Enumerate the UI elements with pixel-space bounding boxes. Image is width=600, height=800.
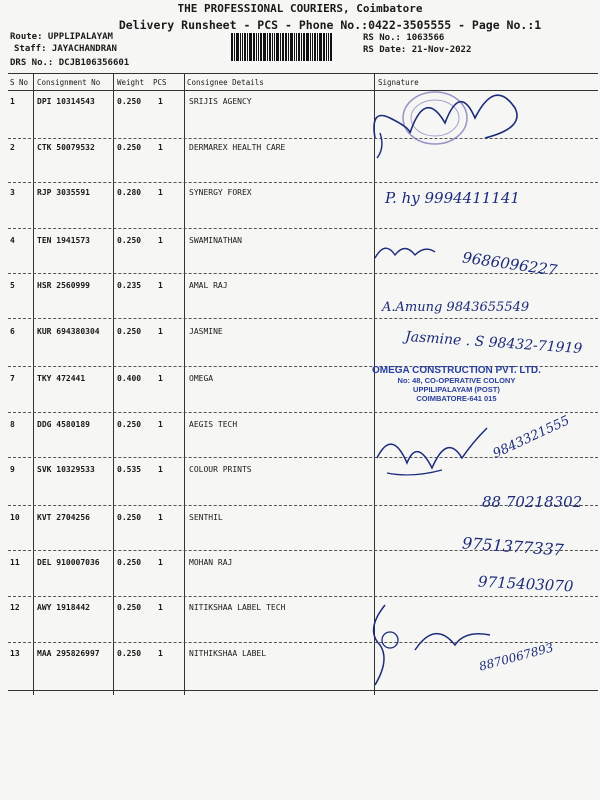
row-consignee: NITIKSHAA LABEL TECH <box>189 603 286 612</box>
row-consignment: TEN 1941573 <box>37 236 90 245</box>
row-pcs: 1 <box>158 558 163 567</box>
signature-row-9: 88 70218302 <box>482 493 583 511</box>
signature-row-8: 9843321555 <box>490 413 573 462</box>
row-pcs: 1 <box>158 374 163 383</box>
row-weight: 0.250 <box>117 420 142 429</box>
row-pcs: 1 <box>158 513 163 522</box>
row-weight: 0.535 <box>117 465 142 474</box>
signature-scribble-row-7-8 <box>372 418 492 488</box>
column-divider <box>113 73 114 695</box>
row-sno: 6 <box>10 327 15 336</box>
signature-scribble-row-4 <box>365 230 465 270</box>
row-consignee: SYNERGY FOREX <box>189 188 252 197</box>
stamp-line-3: UPPILIPALAYAM (POST) <box>413 385 500 394</box>
row-divider <box>8 457 598 458</box>
stamp-line-1: OMEGA CONSTRUCTION PVT. LTD. <box>372 365 541 376</box>
rs-number: RS No.: 1063566 <box>363 33 445 43</box>
row-consignment: CTK 50079532 <box>37 143 95 152</box>
column-divider <box>184 73 185 695</box>
row-pcs: 1 <box>158 143 163 152</box>
row-pcs: 1 <box>158 465 163 474</box>
row-pcs: 1 <box>158 236 163 245</box>
row-weight: 0.250 <box>117 236 142 245</box>
row-weight: 0.235 <box>117 281 142 290</box>
row-divider <box>8 228 598 229</box>
row-weight: 0.400 <box>117 374 142 383</box>
col-consignment-header: Consignment No <box>37 78 101 87</box>
signature-row-10: 9751377337 <box>461 533 565 560</box>
row-consignment: DEL 910007036 <box>37 558 100 567</box>
signature-scribble-row-12-13 <box>365 600 505 690</box>
col-pcs-header: PCS <box>153 78 167 87</box>
company-stamp <box>372 365 541 403</box>
row-sno: 7 <box>10 374 15 383</box>
row-divider <box>8 318 598 319</box>
row-weight: 0.250 <box>117 603 142 612</box>
row-sno: 12 <box>10 603 20 612</box>
row-consignee: DERMAREX HEALTH CARE <box>189 143 286 152</box>
row-consignee: MOHAN RAJ <box>189 558 233 567</box>
row-sno: 9 <box>10 465 15 474</box>
col-consignee-header: Consignee Details <box>187 78 264 87</box>
row-consignment: SVK 10329533 <box>37 465 95 474</box>
row-sno: 3 <box>10 188 15 197</box>
row-pcs: 1 <box>158 327 163 336</box>
signature-row-3: P. hy 9994411141 <box>385 189 520 207</box>
row-consignee: COLOUR PRINTS <box>189 465 252 474</box>
table-top-border <box>8 73 598 74</box>
row-consignment: KUR 694380304 <box>37 327 100 336</box>
row-consignment: RJP 3035591 <box>37 188 90 197</box>
row-consignee: NITHIKSHAA LABEL <box>189 649 267 658</box>
route-label: Route: UPPLIPALAYAM <box>10 32 113 42</box>
col-weight-header: Weight <box>117 78 145 87</box>
row-consignment: KVT 2704256 <box>37 513 90 522</box>
rs-date: RS Date: 21-Nov-2022 <box>363 45 472 55</box>
row-consignee: AMAL RAJ <box>189 281 228 290</box>
row-pcs: 1 <box>158 281 163 290</box>
row-divider <box>8 412 598 413</box>
row-consignment: AWY 1918442 <box>37 603 90 612</box>
row-sno: 2 <box>10 143 15 152</box>
signature-row-6: Jasmine . S 98432-71919 <box>404 328 583 358</box>
row-sno: 11 <box>10 558 20 567</box>
row-consignment: DPI 10314543 <box>37 97 95 106</box>
signature-row-5: A.Amung 9843655549 <box>382 300 530 315</box>
row-sno: 1 <box>10 97 15 106</box>
signature-row-13: 8870067893 <box>477 640 555 674</box>
row-weight: 0.250 <box>117 97 142 106</box>
signature-row-4: 9686096227 <box>461 248 559 280</box>
row-sno: 5 <box>10 281 15 290</box>
runsheet-subtitle: Delivery Runsheet - PCS - Phone No.:0422-3505555 - Page No.:1 <box>118 18 542 32</box>
signature-row-11: 9715403070 <box>477 572 574 596</box>
row-pcs: 1 <box>158 603 163 612</box>
page-title: THE PROFESSIONAL COURIERS, Coimbatore <box>177 2 423 15</box>
drs-number: DRS No.: DCJB106356601 <box>10 58 130 68</box>
row-divider <box>8 642 598 643</box>
row-weight: 0.250 <box>117 143 142 152</box>
row-consignee: JASMINE <box>189 327 223 336</box>
row-weight: 0.280 <box>117 188 142 197</box>
table-bottom-border <box>8 690 598 691</box>
row-sno: 10 <box>10 513 20 522</box>
row-pcs: 1 <box>158 97 163 106</box>
row-pcs: 1 <box>158 188 163 197</box>
row-pcs: 1 <box>158 649 163 658</box>
row-consignee: SENTHIL <box>189 513 223 522</box>
barcode-icon <box>231 33 356 61</box>
row-consignment: MAA 295826997 <box>37 649 100 658</box>
row-divider <box>8 182 598 183</box>
row-sno: 4 <box>10 236 15 245</box>
row-consignment: DDG 4580189 <box>37 420 90 429</box>
row-consignment: TKY 472441 <box>37 374 86 383</box>
row-consignee: OMEGA <box>189 374 214 383</box>
row-divider <box>8 596 598 597</box>
column-divider <box>33 73 34 695</box>
col-signature-header: Signature <box>378 78 419 87</box>
row-weight: 0.250 <box>117 558 142 567</box>
stamp-line-4: COIMBATORE-641 015 <box>416 394 497 403</box>
row-consignee: SRIJIS AGENCY <box>189 97 252 106</box>
row-weight: 0.250 <box>117 513 142 522</box>
row-consignment: HSR 2560999 <box>37 281 90 290</box>
col-sno-header: S No <box>10 78 29 87</box>
stamp-line-2: No: 48, CO-OPERATIVE COLONY <box>397 376 516 385</box>
row-consignee: AEGIS TECH <box>189 420 238 429</box>
row-pcs: 1 <box>158 420 163 429</box>
row-consignee: SWAMINATHAN <box>189 236 242 245</box>
row-weight: 0.250 <box>117 649 142 658</box>
row-sno: 13 <box>10 649 20 658</box>
signature-scribble-row-1-2 <box>365 78 545 163</box>
row-weight: 0.250 <box>117 327 142 336</box>
staff-label: Staff: JAYACHANDRAN <box>14 44 117 54</box>
row-sno: 8 <box>10 420 15 429</box>
